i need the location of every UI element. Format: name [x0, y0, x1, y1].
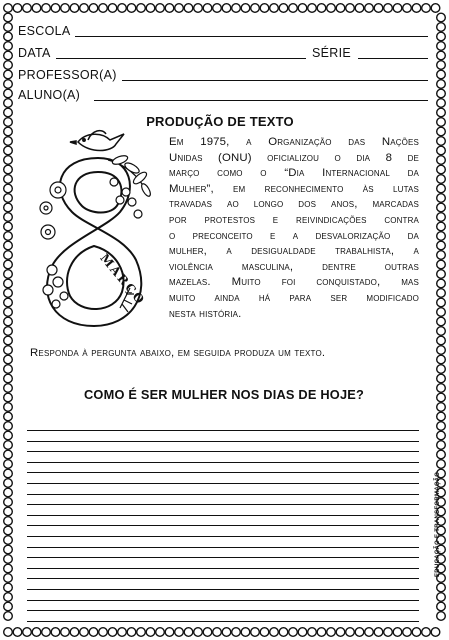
border-scallop	[308, 628, 317, 637]
border-scallop	[384, 628, 393, 637]
border-scallop	[251, 4, 260, 13]
border-scallop	[4, 526, 13, 535]
writing-line[interactable]	[27, 600, 419, 601]
border-scallop	[4, 80, 13, 89]
border-scallop	[437, 317, 446, 326]
paragraph-line: nesta história.	[169, 307, 242, 320]
womens-day-illustration	[28, 120, 168, 340]
border-scallop	[4, 308, 13, 317]
border-scallop	[4, 336, 13, 345]
student-line	[94, 100, 428, 101]
border-scallop	[13, 4, 22, 13]
writing-line[interactable]	[27, 451, 419, 452]
paragraph-line: por protestos e reivindicações contra	[169, 213, 419, 226]
border-scallop	[32, 628, 41, 637]
border-scallop	[437, 298, 446, 307]
border-scallop	[4, 194, 13, 203]
school-field[interactable]	[18, 20, 428, 40]
teacher-field[interactable]	[18, 64, 428, 84]
border-scallop	[4, 203, 13, 212]
border-scallop	[437, 403, 446, 412]
border-scallop	[437, 175, 446, 184]
border-scallop	[437, 612, 446, 621]
border-scallop	[4, 51, 13, 60]
border-scallop	[437, 279, 446, 288]
border-scallop	[437, 89, 446, 98]
border-scallop	[61, 4, 70, 13]
border-scallop	[4, 507, 13, 516]
border-scallop	[431, 628, 440, 637]
border-scallop	[13, 628, 22, 637]
border-scallop	[23, 628, 32, 637]
border-scallop	[241, 4, 250, 13]
border-scallop	[437, 441, 446, 450]
border-scallop	[308, 4, 317, 13]
border-scallop	[437, 583, 446, 592]
writing-line[interactable]	[27, 462, 419, 463]
border-scallop	[437, 165, 446, 174]
border-scallop	[4, 555, 13, 564]
border-scallop	[61, 628, 70, 637]
border-scallop	[437, 355, 446, 364]
border-scallop	[403, 628, 412, 637]
intro-paragraph	[169, 135, 419, 322]
border-scallop	[422, 4, 431, 13]
border-scallop	[437, 346, 446, 355]
border-scallop	[327, 628, 336, 637]
border-scallop	[4, 403, 13, 412]
march-label: MARÇO	[97, 251, 149, 308]
border-scallop	[4, 365, 13, 374]
border-scallop	[4, 517, 13, 526]
border-scallop	[336, 4, 345, 13]
border-scallop	[4, 346, 13, 355]
border-scallop	[437, 127, 446, 136]
border-scallop	[431, 4, 440, 13]
writing-line[interactable]	[27, 557, 419, 558]
border-scallop	[260, 628, 269, 637]
border-scallop	[346, 4, 355, 13]
border-scallop	[393, 628, 402, 637]
border-scallop	[51, 4, 60, 13]
border-scallop	[32, 4, 41, 13]
border-scallop	[4, 279, 13, 288]
border-scallop	[232, 4, 241, 13]
border-scallop	[203, 628, 212, 637]
border-scallop	[4, 89, 13, 98]
border-scallop	[4, 602, 13, 611]
border-scallop	[23, 4, 32, 13]
border-scallop	[4, 213, 13, 222]
border-scallop	[4, 118, 13, 127]
border-scallop	[70, 628, 79, 637]
border-scallop	[51, 628, 60, 637]
border-scallop	[4, 270, 13, 279]
border-scallop	[232, 628, 241, 637]
border-scallop	[4, 488, 13, 497]
border-scallop	[384, 4, 393, 13]
paragraph-line: março como o “Dia Internacional da	[169, 167, 419, 180]
border-scallop	[365, 4, 374, 13]
border-scallop	[80, 628, 89, 637]
border-scallop	[4, 260, 13, 269]
border-scallop	[4, 479, 13, 488]
border-scallop	[270, 4, 279, 13]
paragraph-line: Mulher”, em reconhecimento às lutas	[169, 182, 419, 195]
grade-label: SÉRIE	[312, 46, 352, 60]
border-scallop	[4, 232, 13, 241]
border-scallop	[317, 4, 326, 13]
border-scallop	[194, 628, 203, 637]
border-scallop	[437, 593, 446, 602]
border-scallop	[437, 289, 446, 298]
border-scallop	[4, 545, 13, 554]
border-scallop	[437, 51, 446, 60]
border-scallop	[437, 308, 446, 317]
border-scallop	[4, 450, 13, 459]
school-line	[75, 36, 428, 37]
border-scallop	[156, 4, 165, 13]
border-scallop	[4, 23, 13, 32]
border-scallop	[4, 251, 13, 260]
border-scallop	[4, 355, 13, 364]
border-scallop	[365, 628, 374, 637]
writing-line[interactable]	[27, 430, 419, 431]
border-scallop	[203, 4, 212, 13]
border-scallop	[374, 4, 383, 13]
border-scallop	[437, 61, 446, 70]
border-scallop	[279, 4, 288, 13]
border-scallop	[437, 374, 446, 383]
border-scallop	[213, 628, 222, 637]
border-scallop	[4, 422, 13, 431]
border-scallop	[4, 241, 13, 250]
border-scallop	[437, 32, 446, 41]
border-scallop	[70, 4, 79, 13]
border-scallop	[4, 165, 13, 174]
border-scallop	[127, 628, 136, 637]
border-scallop	[437, 213, 446, 222]
border-scallop	[4, 412, 13, 421]
border-scallop	[175, 4, 184, 13]
border-scallop	[4, 289, 13, 298]
border-scallop	[108, 628, 117, 637]
border-scallop	[412, 628, 421, 637]
border-scallop	[156, 628, 165, 637]
writing-line[interactable]	[27, 568, 419, 569]
student-field[interactable]	[18, 84, 428, 104]
border-scallop	[146, 4, 155, 13]
border-scallop	[355, 4, 364, 13]
border-scallop	[137, 628, 146, 637]
border-scallop	[437, 232, 446, 241]
border-scallop	[137, 4, 146, 13]
paragraph-line: mazelas. Muito foi conquistado, mas	[169, 276, 419, 289]
border-scallop	[437, 222, 446, 231]
border-scallop	[4, 393, 13, 402]
border-scallop	[437, 251, 446, 260]
border-scallop	[437, 336, 446, 345]
border-scallop	[437, 327, 446, 336]
paragraph-line: violência masculina, dentre outras	[169, 260, 419, 273]
writing-line[interactable]	[27, 610, 419, 611]
border-scallop	[346, 628, 355, 637]
border-scallop	[118, 4, 127, 13]
border-scallop	[4, 61, 13, 70]
border-scallop	[298, 628, 307, 637]
border-scallop	[4, 593, 13, 602]
paragraph-line: Unidas (ONU) oficializou o dia 8 de	[169, 151, 419, 164]
border-scallop	[146, 628, 155, 637]
border-scallop	[437, 118, 446, 127]
border-scallop	[222, 628, 231, 637]
paragraph-line: travadas ao longo dos anos, marcadas	[169, 198, 419, 211]
border-scallop	[317, 628, 326, 637]
border-scallop	[213, 4, 222, 13]
border-scallop	[289, 4, 298, 13]
writing-line[interactable]	[27, 504, 419, 505]
writing-line[interactable]	[27, 547, 419, 548]
border-scallop	[4, 317, 13, 326]
border-scallop	[4, 222, 13, 231]
writing-line[interactable]	[27, 589, 419, 590]
writing-line[interactable]	[27, 515, 419, 516]
border-scallop	[4, 184, 13, 193]
border-scallop	[42, 4, 51, 13]
border-scallop	[4, 156, 13, 165]
border-scallop	[175, 628, 184, 637]
border-scallop	[4, 564, 13, 573]
border-scallop	[4, 298, 13, 307]
writing-line[interactable]	[27, 536, 419, 537]
border-scallop	[251, 628, 260, 637]
border-scallop	[4, 536, 13, 545]
border-scallop	[403, 4, 412, 13]
writing-line[interactable]	[27, 494, 419, 495]
border-scallop	[437, 393, 446, 402]
border-scallop	[437, 270, 446, 279]
border-scallop	[412, 4, 421, 13]
border-scallop	[99, 628, 108, 637]
border-scallop	[437, 422, 446, 431]
border-scallop	[393, 4, 402, 13]
bird-icon	[70, 131, 124, 151]
border-scallop	[260, 4, 269, 13]
date-field[interactable]	[18, 42, 428, 62]
border-scallop	[241, 628, 250, 637]
border-scallop	[4, 127, 13, 136]
border-scallop	[4, 13, 13, 22]
border-scallop	[4, 175, 13, 184]
student-label: ALUNO(A)	[18, 88, 81, 102]
border-scallop	[4, 460, 13, 469]
border-scallop	[4, 374, 13, 383]
border-scallop	[165, 4, 174, 13]
page-title: PRODUÇÃO DE TEXTO	[146, 114, 294, 129]
border-scallop	[165, 628, 174, 637]
border-scallop	[4, 583, 13, 592]
border-scallop	[437, 156, 446, 165]
question-heading: COMO É SER MULHER NOS DIAS DE HOJE?	[83, 387, 365, 402]
border-scallop	[4, 384, 13, 393]
border-scallop	[437, 80, 446, 89]
writing-line[interactable]	[27, 621, 419, 622]
border-scallop	[437, 23, 446, 32]
border-scallop	[437, 184, 446, 193]
border-scallop	[437, 450, 446, 459]
border-scallop	[184, 628, 193, 637]
border-scallop	[4, 327, 13, 336]
border-scallop	[4, 469, 13, 478]
paragraph-line: muito ainda há para ser modificado	[169, 291, 419, 304]
border-scallop	[4, 108, 13, 117]
border-scallop	[89, 4, 98, 13]
border-scallop	[355, 628, 364, 637]
writing-line[interactable]	[27, 578, 419, 579]
border-scallop	[327, 4, 336, 13]
border-scallop	[374, 628, 383, 637]
writing-line[interactable]	[27, 441, 419, 442]
border-scallop	[184, 4, 193, 13]
border-scallop	[4, 146, 13, 155]
border-scallop	[437, 146, 446, 155]
border-scallop	[437, 384, 446, 393]
instruction-text: Responda à pergunta abaixo, em seguida produza um texto.	[30, 347, 326, 359]
border-scallop	[437, 108, 446, 117]
border-scallop	[422, 628, 431, 637]
border-scallop	[437, 602, 446, 611]
writing-line[interactable]	[27, 525, 419, 526]
border-scallop	[4, 612, 13, 621]
border-scallop	[4, 137, 13, 146]
border-scallop	[270, 628, 279, 637]
border-scallop	[4, 628, 13, 637]
border-scallop	[279, 628, 288, 637]
border-scallop	[289, 628, 298, 637]
teacher-label: PROFESSOR(A)	[18, 68, 117, 82]
border-scallop	[437, 241, 446, 250]
border-scallop	[4, 431, 13, 440]
border-scallop	[437, 431, 446, 440]
border-scallop	[99, 4, 108, 13]
watermark-text: EDUCAÇÃO E TRANSFORMAÇÃO	[435, 471, 441, 577]
border-scallop	[4, 498, 13, 507]
grade-line	[358, 58, 428, 59]
border-scallop	[4, 99, 13, 108]
border-scallop	[298, 4, 307, 13]
border-scallop	[108, 4, 117, 13]
border-scallop	[222, 4, 231, 13]
paragraph-line: Em 1975, a Organização das Nações	[169, 136, 419, 148]
border-scallop	[89, 628, 98, 637]
border-scallop	[437, 460, 446, 469]
border-scallop	[437, 412, 446, 421]
border-scallop	[194, 4, 203, 13]
date-line	[56, 58, 306, 59]
writing-line[interactable]	[27, 483, 419, 484]
border-scallop	[80, 4, 89, 13]
border-scallop	[4, 4, 13, 13]
border-scallop	[437, 13, 446, 22]
paragraph-line: o preconceito e a desvalorização da	[169, 229, 419, 242]
border-scallop	[437, 99, 446, 108]
date-label: DATA	[18, 46, 51, 60]
border-scallop	[437, 137, 446, 146]
border-scallop	[4, 32, 13, 41]
border-scallop	[437, 42, 446, 51]
border-scallop	[437, 194, 446, 203]
teacher-line	[122, 80, 428, 81]
border-scallop	[127, 4, 136, 13]
border-scallop	[4, 574, 13, 583]
border-scallop	[4, 441, 13, 450]
school-label: ESCOLA	[18, 24, 71, 38]
border-scallop	[437, 365, 446, 374]
border-scallop	[42, 628, 51, 637]
border-scallop	[118, 628, 127, 637]
paragraph-line: mulher, a desigualdade trabalhista, a	[169, 245, 419, 258]
border-scallop	[4, 42, 13, 51]
border-scallop	[336, 628, 345, 637]
border-scallop	[437, 260, 446, 269]
writing-line[interactable]	[27, 472, 419, 473]
border-scallop	[437, 203, 446, 212]
border-scallop	[437, 70, 446, 79]
border-scallop	[4, 70, 13, 79]
